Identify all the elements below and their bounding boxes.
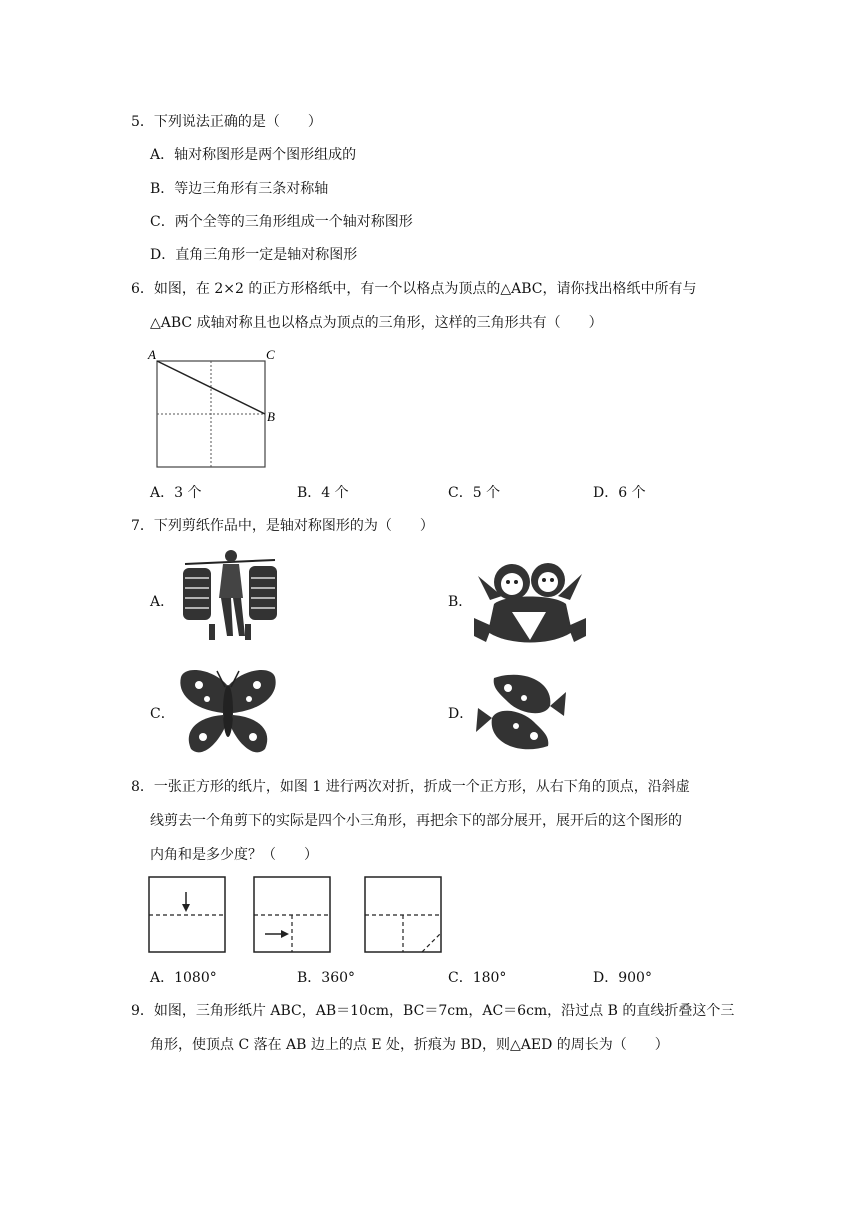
q5-stem: 5．下列说法正确的是（ ） — [131, 114, 322, 130]
papercut-porter-image — [175, 548, 285, 644]
papercut-children-image — [472, 556, 588, 648]
papercut-butterfly-image — [177, 665, 279, 759]
q8-option-b: B．360° — [297, 970, 356, 986]
q7-option-d-label: D． — [448, 706, 474, 722]
papercut-fish-image — [474, 668, 568, 756]
q8-stem-line2: 线剪去一个角剪下的实际是四个小三角形，再把余下的部分展开，展开后的这个图形的 — [150, 813, 682, 829]
label-a: A — [148, 347, 156, 362]
q6-stem-line2: △ABC 成轴对称且也以格点为顶点的三角形，这样的三角形共有（ ） — [150, 315, 603, 331]
q8-stem-line1: 8．一张正方形的纸片，如图 1 进行两次对折，折成一个正方形，从右下角的顶点，沿斜虚 — [131, 779, 690, 795]
q9-stem-line2: 角形，使顶点 C 落在 AB 边上的点 E 处，折痕为 BD，则△AED 的周长为（ ） — [150, 1037, 669, 1053]
q7-stem: 7．下列剪纸作品中，是轴对称图形的为（ ） — [131, 518, 434, 534]
label-b: B — [267, 409, 275, 424]
q6-option-c: C．5 个 — [448, 485, 501, 501]
q7-option-c-label: C． — [150, 706, 175, 722]
q8-stem-line3: 内角和是多少度？（ ） — [150, 847, 318, 863]
fold-step-3-figure — [364, 876, 444, 954]
q6-option-a: A．3 个 — [150, 485, 202, 501]
q7-option-b-label: B． — [448, 594, 473, 610]
q5-option-c: C．两个全等的三角形组成一个轴对称图形 — [150, 214, 413, 230]
q6-option-b: B．4 个 — [297, 485, 349, 501]
q8-option-a: A．1080° — [150, 970, 217, 986]
fold-step-2-figure — [253, 876, 333, 954]
q8-option-c: C．180° — [448, 970, 507, 986]
q5-option-d: D．直角三角形一定是轴对称图形 — [150, 247, 358, 263]
q6-option-d: D．6 个 — [593, 485, 646, 501]
q9-stem-line1: 9．如图，三角形纸片 ABC，AB＝10cm，BC＝7cm，AC＝6cm，沿过点 B 的直线折叠这个三 — [131, 1003, 735, 1019]
q6-stem-line1: 6．如图，在 2×2 的正方形格纸中，有一个以格点为顶点的△ABC，请你找出格纸中所有与 — [131, 281, 697, 297]
q5-option-a: A．轴对称图形是两个图形组成的 — [150, 147, 357, 163]
q5-option-b: B．等边三角形有三条对称轴 — [150, 181, 329, 197]
q8-option-d: D．900° — [593, 970, 652, 986]
label-c: C — [266, 347, 275, 362]
q6-grid-figure — [145, 343, 290, 475]
q7-option-a-label: A． — [150, 594, 175, 610]
fold-step-1-figure — [148, 876, 228, 954]
